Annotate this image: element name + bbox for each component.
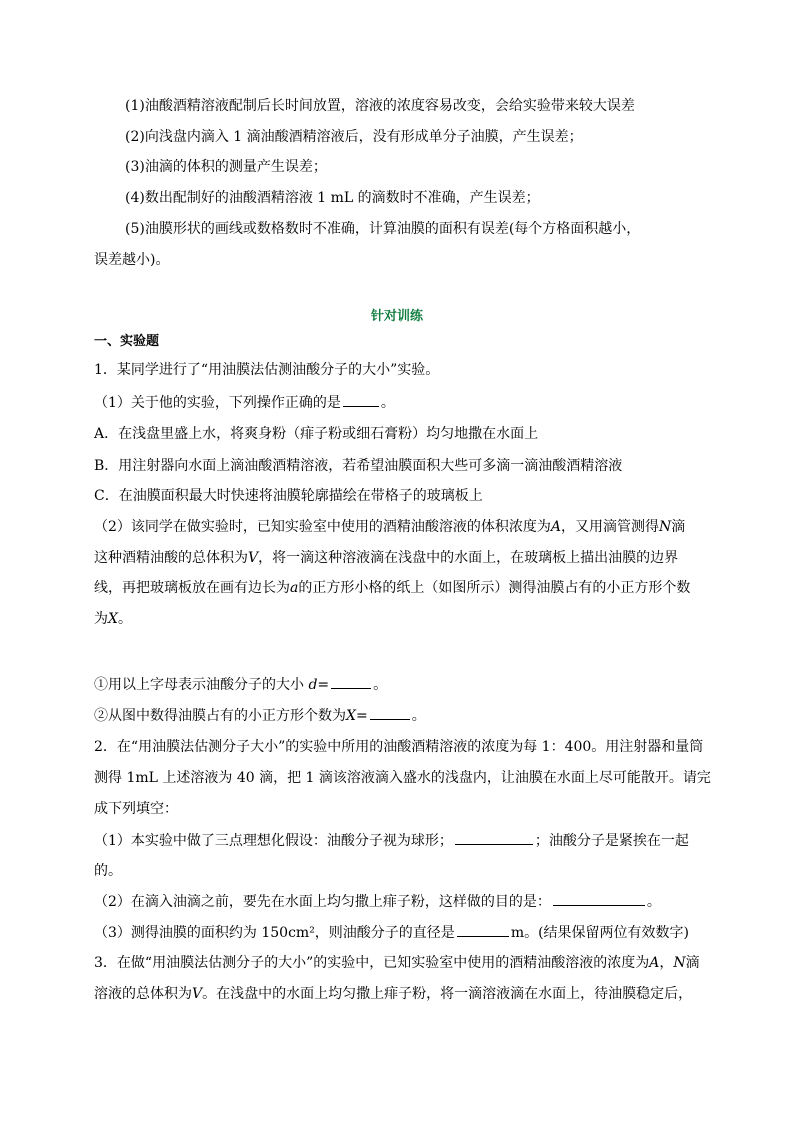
text: （2）该同学在做实验时，已知实验室中使用的酒精油酸溶液的体积浓度为	[94, 519, 551, 535]
answer-blank[interactable]	[343, 392, 379, 407]
q2-stem-line3: 成下列填空：	[94, 801, 178, 817]
text: 。	[117, 611, 132, 627]
text: （1）本实验中做了三点理想化假设：油酸分子视为球形；	[94, 833, 453, 849]
q2-sub2	[94, 891, 661, 912]
section-heading: 针对训练	[370, 309, 423, 324]
answer-blank[interactable]	[331, 674, 371, 689]
text: 滴	[671, 519, 686, 535]
q1-sub2	[94, 705, 426, 726]
q1-part2-line3	[94, 578, 690, 598]
var-v: V	[192, 986, 203, 1002]
text: ①用以上字母表示油酸分子的大小	[94, 677, 304, 693]
text: （3）测得油膜的面积约为 150cm²，则油酸分子的直径是	[94, 925, 455, 941]
q2-sub3	[94, 922, 689, 943]
q1-stem: 1．某同学进行了“用油膜法估测油酸分子的大小”实验。	[94, 362, 440, 378]
error-item-3: (3)油滴的体积的测量产生误差；	[125, 159, 327, 175]
text: （2）在滴入油滴之前，要先在水面上均匀撒上痱子粉，这样做的目的是：	[94, 894, 551, 910]
text: ，又用滴管测得	[561, 519, 660, 535]
q3-stem-line2	[94, 984, 692, 1004]
q1-sub1	[94, 674, 387, 695]
var-a-upper: A	[550, 519, 562, 535]
equals: =	[317, 677, 330, 693]
error-item-4: (4)数出配制好的油酸酒精溶液 1 mL 的滴数时不准确，产生误差；	[125, 190, 540, 206]
q2-stem-line1: 2．在“用油膜法估测分子大小”的实验中所用的油酸酒精溶液的浓度为每 1：400。用注射器和量筒	[94, 739, 704, 755]
equals: =	[355, 708, 368, 724]
var-a-lower: a	[290, 580, 299, 596]
error-item-5: (5)油膜形状的画线或数格数时不准确，计算油膜的面积有误差(每个方格面积越小，	[125, 221, 641, 237]
error-item-1: (1)油酸酒精溶液配制后长时间放置，溶液的浓度容易改变，会给实验带来较大误差	[125, 98, 635, 114]
q1-option-a: A．在浅盘里盛上水，将爽身粉（痱子粉或细石膏粉）均匀地撒在水面上	[94, 426, 539, 442]
q1-part2-line2	[94, 548, 678, 568]
var-x: X	[346, 708, 356, 724]
q1-part2-line4	[94, 609, 132, 629]
text: 3．在做“用油膜法估测分子的大小”的实验中，已知实验室中使用的酒精油酸溶液的浓度为	[94, 955, 650, 971]
text: m。(结果保留两位有效数字)	[510, 925, 690, 941]
text: 滴	[685, 955, 700, 971]
answer-blank[interactable]	[455, 830, 533, 845]
q3-stem-line1	[94, 953, 700, 973]
q1-option-c: C．在油膜面积最大时快速将油膜轮廓描绘在带格子的玻璃板上	[94, 488, 483, 504]
var-d: d	[308, 677, 318, 693]
q1-part1-text: （1）关于他的实验，下列操作正确的是	[94, 395, 341, 411]
text: 。在浅盘中的水面上均匀撒上痱子粉，将一滴溶液滴在水面上，待油膜稳定后，	[202, 986, 693, 1002]
q1-part2-line1	[94, 517, 685, 537]
section-title: 一、实验题	[94, 334, 160, 349]
punct: 。	[646, 894, 661, 910]
answer-blank[interactable]	[553, 891, 645, 906]
text: ，	[659, 955, 674, 971]
text: 为	[94, 611, 108, 627]
text: 这种酒精油酸的总体积为	[94, 550, 248, 566]
text: ，将一滴这种溶液滴在浅盘中的水面上，在玻璃板上描出油膜的边界	[258, 550, 679, 566]
q2-stem-line2: 测得 1mL 上述溶液为 40 滴，把 1 滴该溶液滴入盛水的浅盘内，让油膜在水面上尽可能散开。请完	[94, 770, 711, 786]
error-item-5-cont: 误差越小)。	[94, 252, 170, 268]
punct: 。	[411, 708, 426, 724]
text: 的正方形小格的纸上（如图所示）测得油膜占有的小正方形个数	[298, 580, 691, 596]
var-n: N	[673, 955, 686, 971]
var-n: N	[659, 519, 672, 535]
q1-part1	[94, 392, 395, 413]
text: ；油酸分子是紧挨在一起	[534, 833, 689, 849]
answer-blank[interactable]	[457, 922, 509, 937]
q1-option-b: B．用注射器向水面上滴油酸酒精溶液，若希望油膜面积大些可多滴一滴油酸酒精溶液	[94, 458, 623, 474]
answer-blank[interactable]	[370, 705, 410, 720]
error-item-2: (2)向浅盘内滴入 1 滴油酸酒精溶液后，没有形成单分子油膜，产生误差；	[125, 129, 583, 145]
text: ②从图中数得油膜占有的小正方形个数为	[94, 708, 346, 724]
q2-sub1	[94, 830, 689, 851]
var-x: X	[108, 611, 118, 627]
text: 溶液的总体积为	[94, 986, 192, 1002]
punct: 。	[373, 677, 388, 693]
var-a-upper: A	[649, 955, 660, 971]
text: 线，再把玻璃板放在画有边长为	[94, 580, 290, 596]
q2-sub1-cont: 的。	[94, 863, 122, 879]
var-v: V	[248, 550, 259, 566]
punct: 。	[380, 395, 395, 411]
